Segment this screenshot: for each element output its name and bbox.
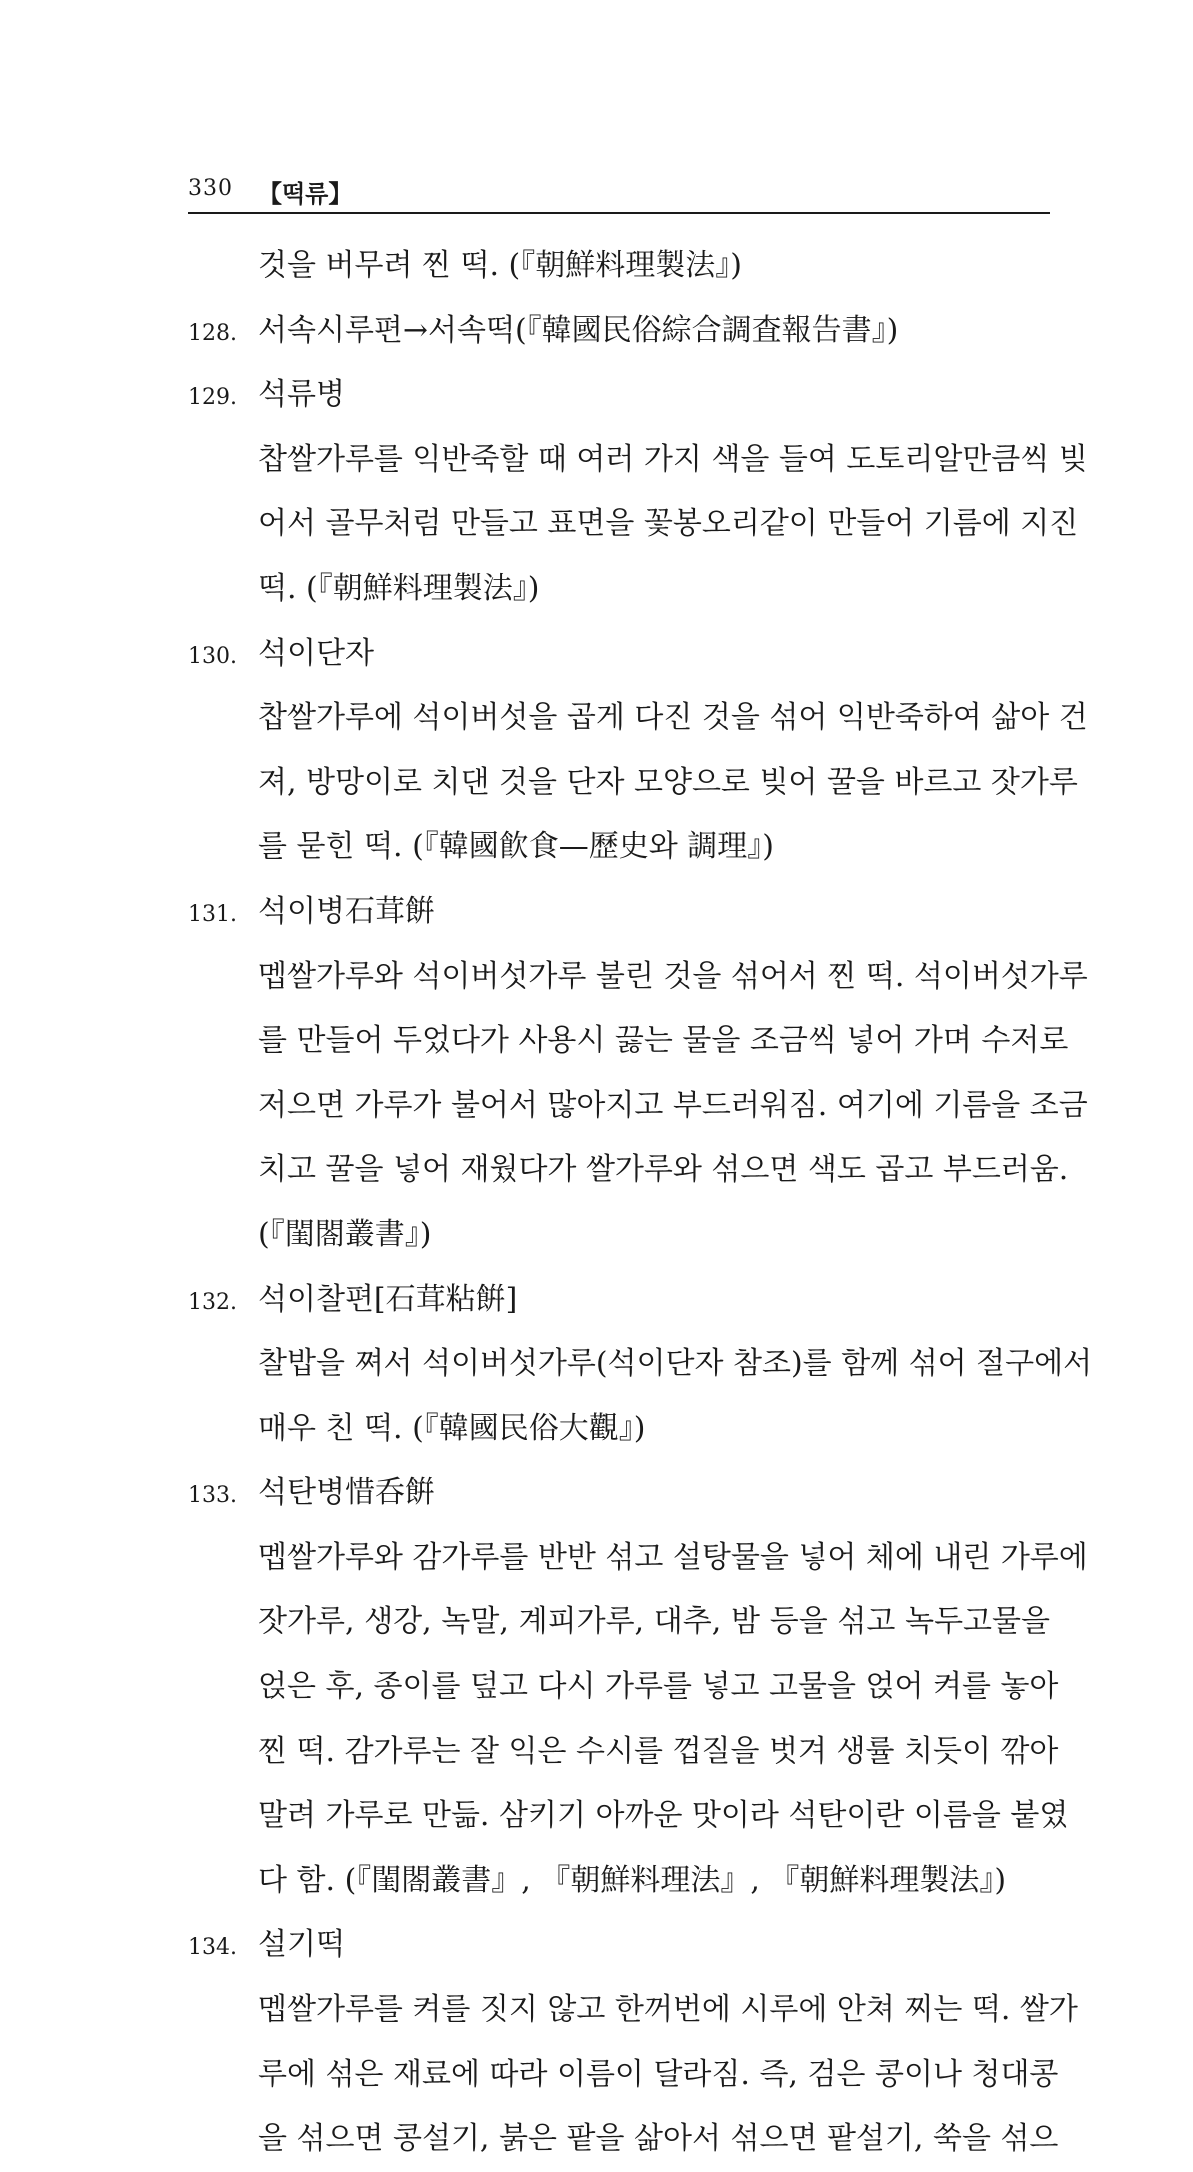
entry-number: 129. bbox=[188, 385, 237, 411]
entry-definition-line: 루에 섞은 재료에 따라 이름이 달라짐. 즉, 검은 콩이나 청대콩 bbox=[258, 2056, 1059, 2092]
entry-heading bbox=[188, 880, 1050, 945]
entry-definition-line: 떡. (『朝鮮料理製法』) bbox=[258, 570, 540, 606]
entry-definition-line: 얹은 후, 종이를 덮고 다시 가루를 넣고 고물을 얹어 켜를 놓아 bbox=[258, 1669, 1059, 1705]
entry-definition-line: 져, 방망이로 치댄 것을 단자 모양으로 빚어 꿀을 바르고 잣가루 bbox=[258, 764, 1078, 800]
entry-number: 128. bbox=[188, 320, 237, 346]
entry-term: 석류병 bbox=[258, 377, 345, 413]
entry-definition-line: 것을 버무려 찐 떡. (『朝鮮料理製法』) bbox=[258, 248, 742, 283]
entry-definition-line: 멥쌀가루를 켜를 짓지 않고 한꺼번에 시루에 안쳐 찌는 떡. 쌀가 bbox=[258, 1992, 1078, 2028]
entry-heading bbox=[188, 1268, 1050, 1333]
entry-definition-line: 치고 꿀을 넣어 재웠다가 쌀가루와 섞으면 색도 곱고 부드러움. bbox=[258, 1152, 1069, 1188]
entry-definition-line: 를 묻힌 떡. (『韓國飮食—歷史와 調理』) bbox=[258, 829, 774, 865]
entry-number: 130. bbox=[188, 643, 237, 669]
entry-number: 132. bbox=[188, 1289, 237, 1315]
entry-number: 131. bbox=[188, 901, 237, 927]
entry-definition-line: 를 만들어 두었다가 사용시 끓는 물을 조금씩 넣어 가며 수저로 bbox=[258, 1023, 1069, 1059]
entry-number: 133. bbox=[188, 1483, 237, 1509]
running-header bbox=[188, 172, 1050, 214]
entry-definition-line: 찰밥을 쪄서 석이버섯가루(석이단자 참조)를 함께 섞어 절구에서 bbox=[258, 1346, 1093, 1382]
entry-term: 석이병石茸餠 bbox=[258, 893, 435, 929]
entry-term: 석이단자 bbox=[258, 635, 374, 671]
entry-definition-line: 찐 떡. 감가루는 잘 익은 수시를 껍질을 벗겨 생률 치듯이 깎아 bbox=[258, 1733, 1059, 1769]
entry-heading bbox=[188, 1913, 1050, 1978]
entry-definition-line: 잣가루, 생강, 녹말, 계피가루, 대추, 밤 등을 섞고 녹두고물을 bbox=[258, 1604, 1050, 1640]
section-title: 【떡류】 bbox=[258, 179, 353, 208]
entry-definition-line: 멥쌀가루와 감가루를 반반 섞고 설탕물을 넣어 체에 내린 가루에 bbox=[258, 1539, 1088, 1575]
entry-heading bbox=[188, 363, 1050, 428]
entry-definition-line: 다 함. (『閨閤叢書』, 『朝鮮料理法』, 『朝鮮料理製法』) bbox=[258, 1862, 1007, 1898]
entry-definition-line: 을 섞으면 콩설기, 붉은 팥을 삶아서 섞으면 팥설기, 쑥을 섞으 bbox=[258, 2121, 1059, 2157]
entry-definition-line: 매우 친 떡. (『韓國民俗大觀』) bbox=[258, 1410, 646, 1446]
entry-definition-line: 찹쌀가루를 익반죽할 때 여러 가지 색을 들여 도토리알만큼씩 빚 bbox=[258, 441, 1088, 477]
entry-heading bbox=[188, 622, 1050, 687]
entry-term: 석이찰편[石茸粘餠] bbox=[258, 1281, 518, 1317]
entry-heading bbox=[188, 299, 1050, 364]
entry-definition-line: 찹쌀가루에 석이버섯을 곱게 다진 것을 섞어 익반죽하여 삶아 건 bbox=[258, 700, 1088, 736]
entry-term: 설기떡 bbox=[258, 1927, 345, 1963]
page-number: 330 bbox=[188, 176, 233, 201]
entry-definition-line: (『閨閤叢書』) bbox=[258, 1216, 432, 1252]
entry-definition-line: 저으면 가루가 불어서 많아지고 부드러워짐. 여기에 기름을 조금 bbox=[258, 1087, 1088, 1123]
entry-definition-line: 멥쌀가루와 석이버섯가루 불린 것을 섞어서 찐 떡. 석이버섯가루 bbox=[258, 958, 1088, 994]
entry-heading bbox=[188, 1461, 1050, 1526]
entry-term: 석탄병惜呑餠 bbox=[258, 1475, 435, 1511]
entry-number: 134. bbox=[188, 1935, 237, 1961]
entry-definition-line: 말려 가루로 만듦. 삼키기 아까운 맛이라 석탄이란 이름을 붙였 bbox=[258, 1798, 1069, 1834]
entry-term: 서속시루편→서속떡(『韓國民俗綜合調査報告書』) bbox=[258, 312, 899, 348]
entry-definition-line: 어서 골무처럼 만들고 표면을 꽃봉오리같이 만들어 기름에 지진 bbox=[258, 506, 1079, 542]
dictionary-entries bbox=[188, 234, 1093, 2172]
